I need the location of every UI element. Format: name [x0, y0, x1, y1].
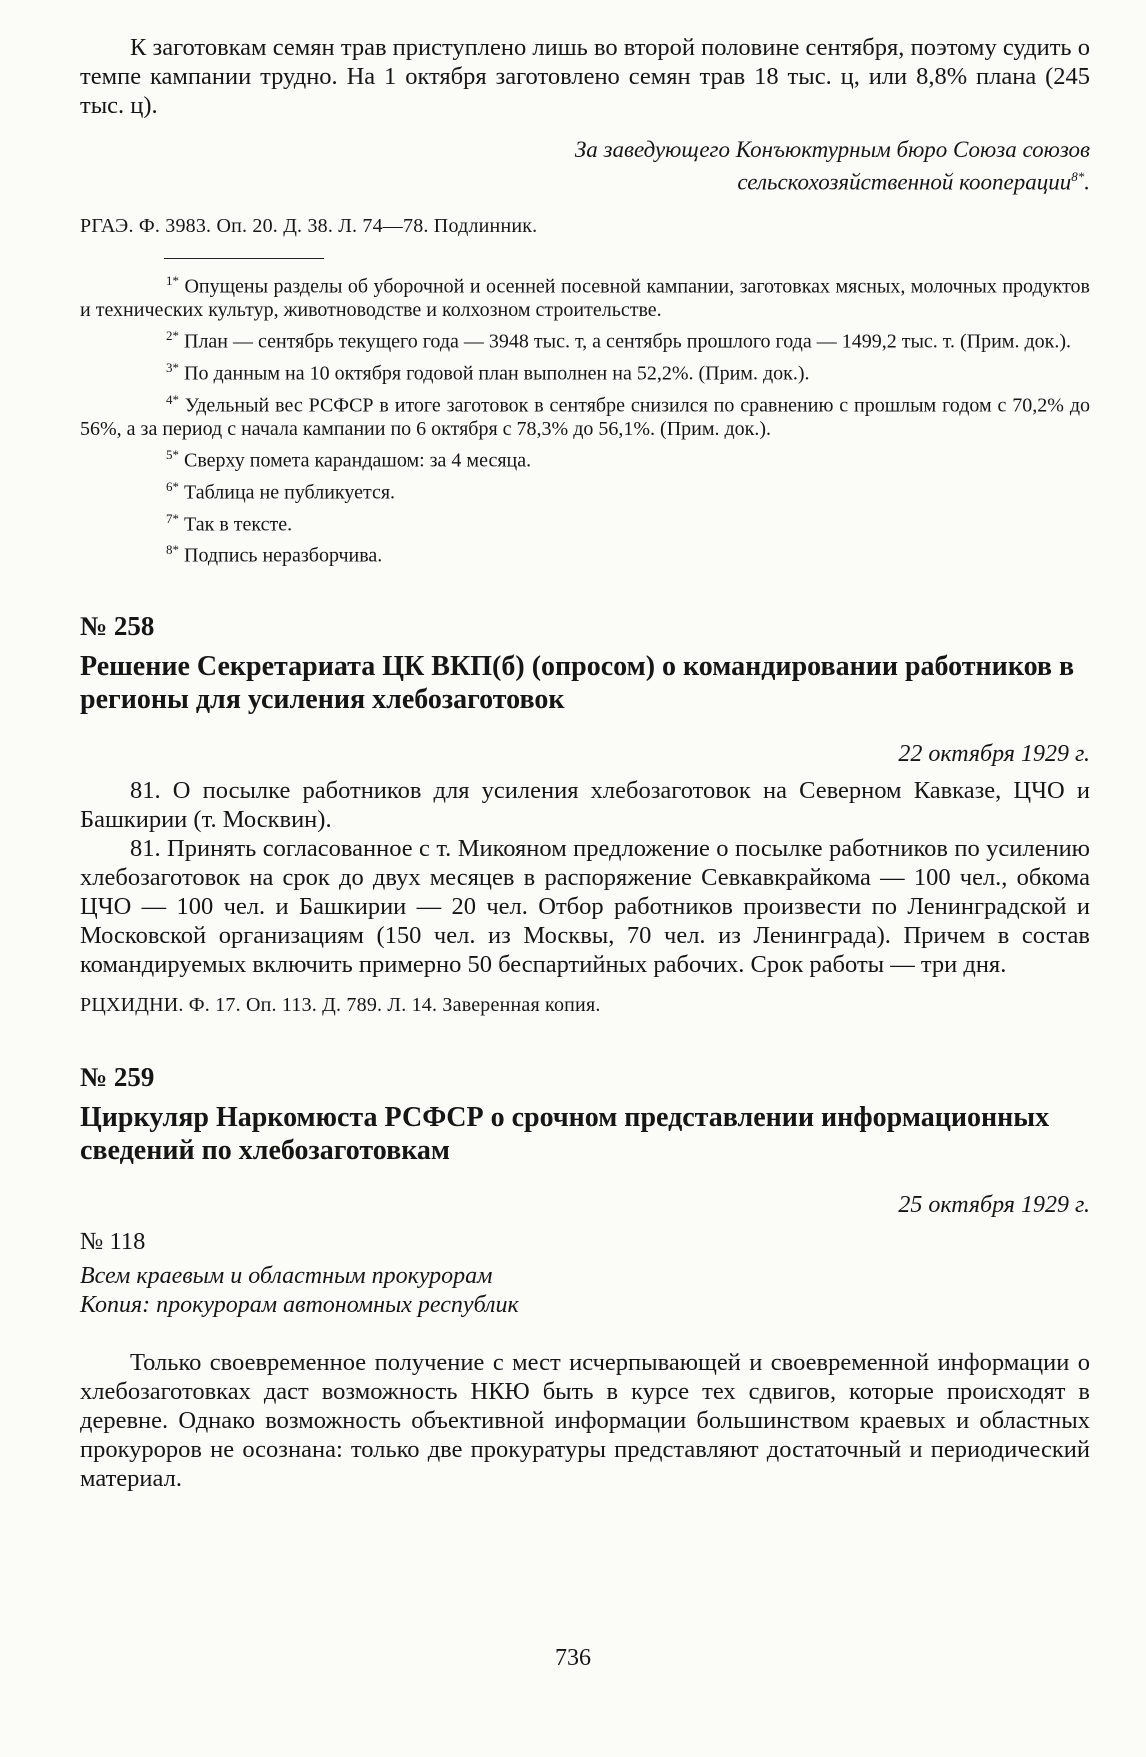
footnote-mark: 1*	[166, 272, 179, 288]
document-259	[80, 1061, 1090, 1493]
footnote-text: По данным на 10 октября годовой план выполнен на 52,2%. (Прим. док.).	[184, 362, 810, 385]
footnote-text: Опущены разделы об уборочной и осенней посевной кампании, заготовках мясных, молочных продуктов и технических культур, животноводстве и колхозном строительстве.	[80, 275, 1091, 322]
footnote-4	[80, 388, 1090, 442]
signature-line-1: За заведующего Конъюктурным бюро Союза союзов	[574, 137, 1090, 162]
signature-footnote-mark: 8*	[1071, 169, 1085, 184]
outgoing-number: № 118	[80, 1227, 146, 1255]
page-number: 736	[555, 1645, 591, 1671]
circular-text: Только своевременное получение с мест исчерпывающей и своевременной информации о хлебозаготовках даст возможность НКЮ быть в курсе тех сдвигов, которые происходят в деревне. Однако возможность объективной информации большинством краевых и областных прокуроров не осознана: только две прокуратуры представляют достаточный и периодический материал.	[80, 1348, 1090, 1492]
footnote-mark: 4*	[166, 391, 179, 407]
decision-text: 81. Принять согласованное с т. Микояном предложение о посылке работников по усилению хлебозаготовок на срок до двух месяцев в распоряжение Севкавкрайкома — 100 чел., обкома ЦЧО — 100 чел. и Башкирии — 20 чел. Отбор работников произвести по Ленинградской и Московской организациям (150 чел. из Москвы, 70 чел. из Ленинграда). Причем в состав командируемых включить примерно 50 беспартийных рабочих. Срок работы — три дня.	[80, 834, 1090, 978]
footnote-text: Подпись неразборчива.	[184, 544, 383, 567]
document-number: № 259	[80, 1061, 155, 1092]
archive-reference: РГАЭ. Ф. 3983. Оп. 20. Д. 38. Л. 74—78. Подлинник.	[80, 214, 538, 237]
addressee-line-2: Копия: прокурорам автономных республик	[80, 1291, 519, 1318]
footnote-3	[80, 356, 1090, 386]
document-date: 25 октября 1929 г.	[898, 1191, 1090, 1218]
footnote-mark: 6*	[166, 478, 179, 494]
document-date: 22 октября 1929 г.	[898, 740, 1090, 767]
footnote-mark: 3*	[166, 359, 179, 375]
footnote-6	[80, 475, 1090, 505]
footnote-divider	[164, 258, 324, 259]
footnote-mark: 5*	[166, 447, 179, 463]
footnote-text: Так в тексте.	[184, 513, 293, 536]
document-258	[80, 610, 1090, 1017]
document-number: № 258	[80, 610, 155, 641]
footnote-5	[80, 443, 1090, 473]
document-page	[80, 0, 1090, 1493]
footnote-text: Таблица не публикуется.	[184, 481, 396, 504]
footnote-1	[80, 269, 1090, 323]
footnote-mark: 8*	[166, 542, 179, 558]
footnote-text: План — сентябрь текущего года — 3948 тыс. т, а сентябрь прошлого года — 1499,2 тыс. т. (Прим. док.).	[184, 330, 1072, 353]
footnotes	[80, 269, 1090, 568]
document-title: Циркуляр Наркомюста РСФСР о срочном представлении информационных сведений по хлебозаготовкам	[80, 1101, 1050, 1166]
addressee-line-1: Всем краевым и областным прокурорам	[80, 1262, 493, 1289]
signature-block	[80, 136, 1090, 196]
footnote-mark: 2*	[166, 328, 179, 344]
footnote-text: Сверху помета карандашом: за 4 месяца.	[184, 449, 532, 472]
intro-paragraph: К заготовкам семян трав приступлено лишь во второй половине сентября, поэтому судить о темпе кампании трудно. На 1 октября заготовлено семян трав 18 тыс. ц, или 8,8% плана (245 тыс. ц).	[80, 34, 1090, 119]
document-title: Решение Секретариата ЦК ВКП(б) (опросом) о командировании работников в регионы для усиления хлебозаготовок	[80, 650, 1075, 715]
footnote-7	[80, 507, 1090, 537]
signature-org: сельскохозяйственной кооперации	[737, 169, 1072, 195]
signature-line-2: сельскохозяйственной кооперации$^{8*}$.	[737, 169, 1090, 195]
decision-heading: 81. О посылке работников для усиления хлебозаготовок на Северном Кавказе, ЦЧО и Башкирии (т. Москвин).	[80, 776, 1090, 833]
footnote-8	[80, 538, 1090, 568]
footnote-2	[80, 324, 1090, 354]
archive-reference: РЦХИДНИ. Ф. 17. Оп. 113. Д. 789. Л. 14. Заверенная копия.	[80, 993, 601, 1016]
footnote-mark: 7*	[166, 510, 179, 526]
footnote-text: Удельный вес РСФСР в итоге заготовок в сентябре снизился по сравнению с прошлым годом с 70,2% до 56%, а за период с начала кампании по 6 октября с 78,3% до 56,1%. (Прим. док.).	[80, 394, 1091, 441]
